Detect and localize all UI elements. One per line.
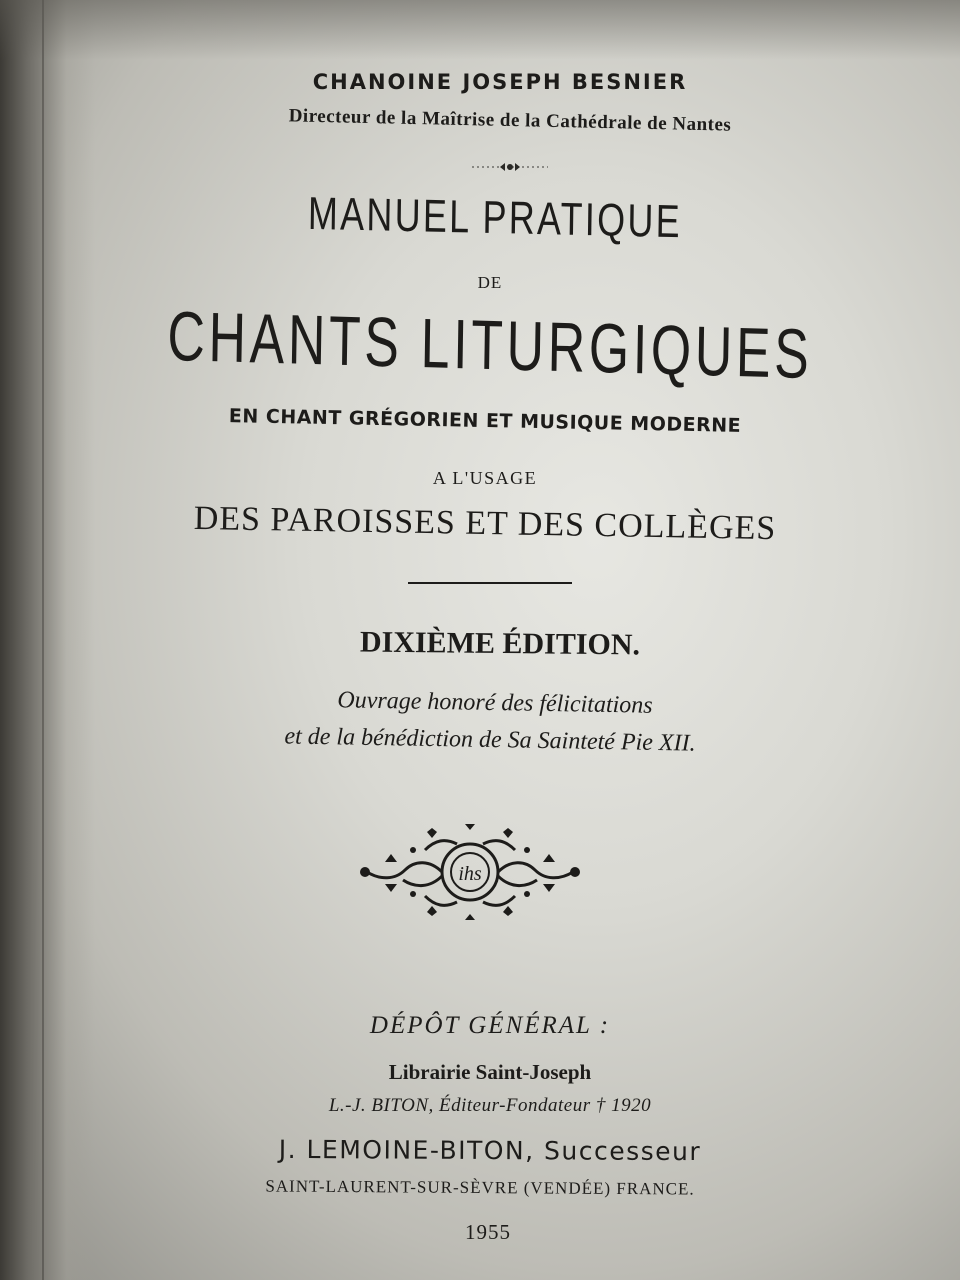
top-shadow (0, 0, 960, 60)
publisher-address: SAINT-LAURENT-SUR-SÈVRE (VENDÉE) FRANCE. (265, 1176, 695, 1199)
printers-mark-icon (345, 820, 595, 930)
founder-line: L.-J. BITON, Éditeur-Fondateur † 1920 (328, 1095, 652, 1116)
author-title: Directeur de la Maîtrise de la Cathédrale de Nantes (288, 105, 732, 136)
author-name: CHANOINE JOSEPH BESNIER (312, 70, 688, 94)
divider-rule (408, 582, 572, 584)
audience-line: DES PAROISSES ET DES COLLÈGES (193, 499, 777, 548)
depot-label: DÉPÔT GÉNÉRAL : (369, 1012, 611, 1039)
small-ornament-icon (470, 160, 550, 174)
monogram-text: ihs (458, 863, 482, 885)
title-line-2: CHANTS LITURGIQUES (166, 296, 814, 394)
subtitle: EN CHANT GRÉGORIEN ET MUSIQUE MODERNE (228, 405, 742, 437)
usage-line: A L'USAGE (432, 468, 538, 488)
honor-line-2: et de la bénédiction de Sa Sainteté Pie XII. (284, 723, 696, 757)
bookshop-name: Librairie Saint-Joseph (388, 1060, 592, 1084)
title-connector: DE (477, 273, 503, 292)
edition-label: DIXIÈME ÉDITION. (359, 625, 641, 662)
honor-line-1: Ouvrage honoré des félicitations (337, 687, 653, 719)
successor-line: J. LEMOINE-BITON, Successeur (278, 1134, 702, 1167)
title-line-1: MANUEL PRATIQUE (307, 186, 683, 248)
publication-year: 1955 (465, 1220, 511, 1244)
